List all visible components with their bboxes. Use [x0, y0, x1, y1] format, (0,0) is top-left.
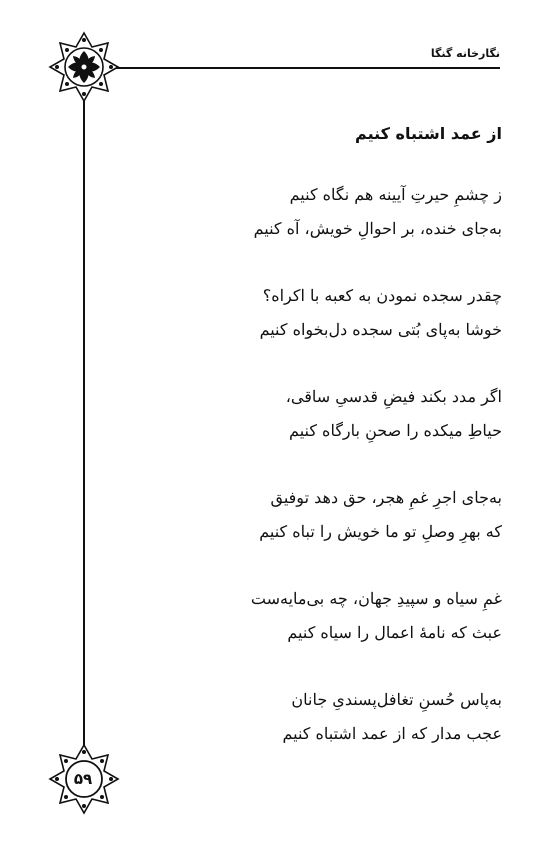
stanza [142, 582, 502, 650]
margin-rule [83, 67, 85, 787]
poem-line: به‌جای اجرِ غمِ هجر، حق دهد توفیق [270, 488, 502, 507]
poem-title: از عمد اشتباه کنیم [355, 124, 502, 143]
rosette-ornament-icon [48, 31, 120, 103]
poem-line: عبث که نامۀ اعمال را سیاه کنیم [287, 623, 502, 642]
poem-line: چقدر سجده نمودن به کعبه با اکراه؟ [262, 286, 502, 305]
poem-line: اگر مدد بکند فیضِ قدسیِ ساقی، [285, 387, 502, 406]
poem-line: خوشا به‌پای بُتی سجده دل‌بخواه کنیم [259, 320, 502, 339]
poem-line: عجب مدار که از عمد اشتباه کنیم [282, 724, 502, 743]
book-title: نگارخانه گنگا [430, 47, 500, 60]
poem-line: به‌جای خنده، بر احوالِ خویش، آه کنیم [253, 219, 502, 238]
poem-line: حیاطِ میکده را صحنِ بارگاه کنیم [289, 421, 502, 440]
stanza [142, 683, 502, 751]
poem-body [142, 178, 502, 784]
poem-line: که بهرِ وصلِ تو ما خویش را تباه کنیم [259, 522, 502, 541]
stanza [142, 178, 502, 246]
poem-line: ز چشمِ حیرتِ آیینه هم نگاه کنیم [289, 185, 502, 204]
poem-line: به‌پاس حُسنِ تغافل‌پسندیِ جانان [291, 690, 502, 709]
header-rule [84, 67, 500, 69]
page-number: ۵۹ [73, 770, 93, 788]
stanza [142, 380, 502, 448]
stanza [142, 481, 502, 549]
stanza [142, 279, 502, 347]
poem-line: غمِ سیاه و سپیدِ جهان، چه بی‌مایه‌ست [250, 589, 502, 608]
